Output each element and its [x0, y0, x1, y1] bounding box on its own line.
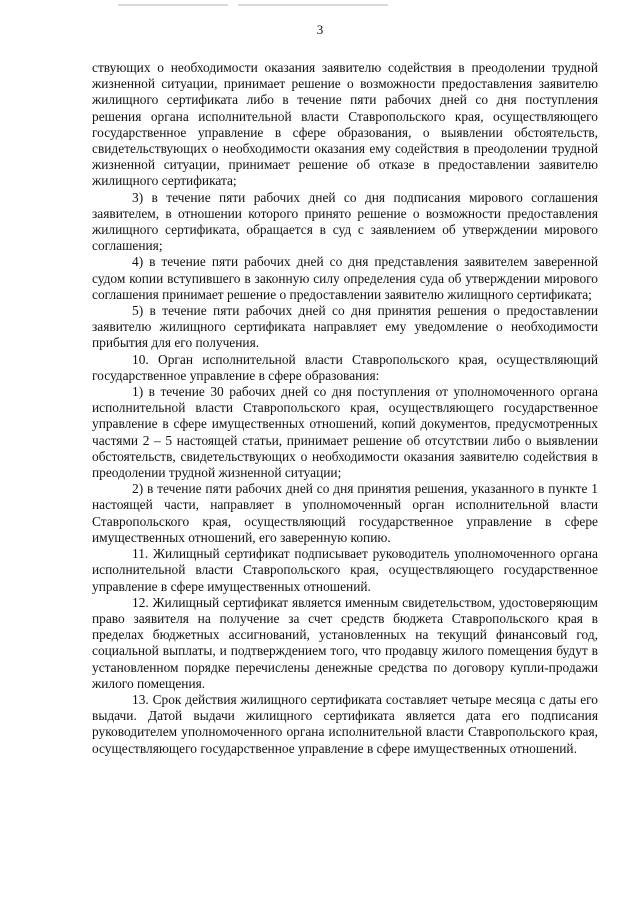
paragraph-section-13: 13. Срок действия жилищного сертификата составляет четыре месяца с даты его выдачи. Датой выдачи жилищного сертификата является дата его подписания руководителем уполномоченного органа исполнительной власти Ставропольского края, осуществляющего государственное управление в сфере имущественных отношений. — [92, 691, 598, 756]
paragraph-item-3: 3) в течение пяти рабочих дней со дня подписания мирового соглашения заявителем, в отношении которого принято решение о возможности предоставления жилищного сертификата, обращается в суд с заявлением об утверждении мирового соглашения; — [92, 189, 598, 254]
paragraph-item-4: 4) в течение пяти рабочих дней со дня представления заявителем заверенной судом копии вступившего в законную силу определения суда об утверждении мирового соглашения принимает решение о предоставлении заявителю жилищного сертификата; — [92, 254, 598, 302]
paragraph-section-12: 12. Жилищный сертификат является именным свидетельством, удостоверяющим право заявителя на получение за счет средств бюджета Ставропольского края в пределах бюджетных ассигнований, установленных на текущий финансовый год, социальной выплаты, и подтверждением того, что продавцу жилого помещения будут в установленном порядке перечислены денежные средства по договору купли-продажи жилого помещения. — [92, 594, 598, 691]
paragraph-continuation: ствующих о необходимости оказания заявителю содействия в преодолении трудной жизненной ситуации, принимает решение о возможности предоставления заявителю жилищного сертификата либо в течение пяти рабочих дней со дня поступления решения органа исполнительной власти Ставропольского края, осуществляющего государственное управление в сфере образования, о выявлении обстоятельств, свидетельствующих о необходимости оказания ему содействия в преодолении трудной жизненной ситуации, принимает решение об отказе в предоставлении заявителю жилищного сертификата; — [92, 60, 598, 189]
paragraph-section-10-item-2: 2) в течение пяти рабочих дней со дня принятия решения, указанного в пункте 1 настоящей части, направляет в уполномоченный орган исполнительной власти Ставропольского края, осуществляющий государственное управление в сфере имущественных отношений, его заверенную копию. — [92, 481, 598, 545]
page-number: 3 — [316, 22, 324, 37]
paragraph-section-11: 11. Жилищный сертификат подписывает руководитель уполномоченного органа исполнительной власти Ставропольского края, осуществляющего государственное управление в сфере имущественных отношений. — [92, 546, 598, 594]
paragraph-section-10: 10. Орган исполнительной власти Ставропольского края, осуществляющий государственное управление в сфере образования: — [92, 351, 598, 383]
paragraph-section-10-item-1: 1) в течение 30 рабочих дней со дня поступления от уполномоченного органа исполнительной власти Ставропольского края, осуществляющего государственное управление в сфере имущественных отношений, копий документов, предусмотренных частями 2 – 5 настоящей статьи, принимает решение об отсутствии либо о выявлении обстоятельств, свидетельствующих о необходимости оказания заявителю содействия в преодолении трудной жизненной ситуации; — [92, 384, 598, 481]
scan-artifact-line — [238, 4, 388, 6]
document-body — [92, 60, 598, 757]
paragraph-item-5: 5) в течение пяти рабочих дней со дня принятия решения о предоставлении заявителю жилищного сертификата направляет ему уведомление о необходимости прибытия для его получения. — [92, 303, 598, 351]
scan-artifact-line — [118, 4, 228, 6]
